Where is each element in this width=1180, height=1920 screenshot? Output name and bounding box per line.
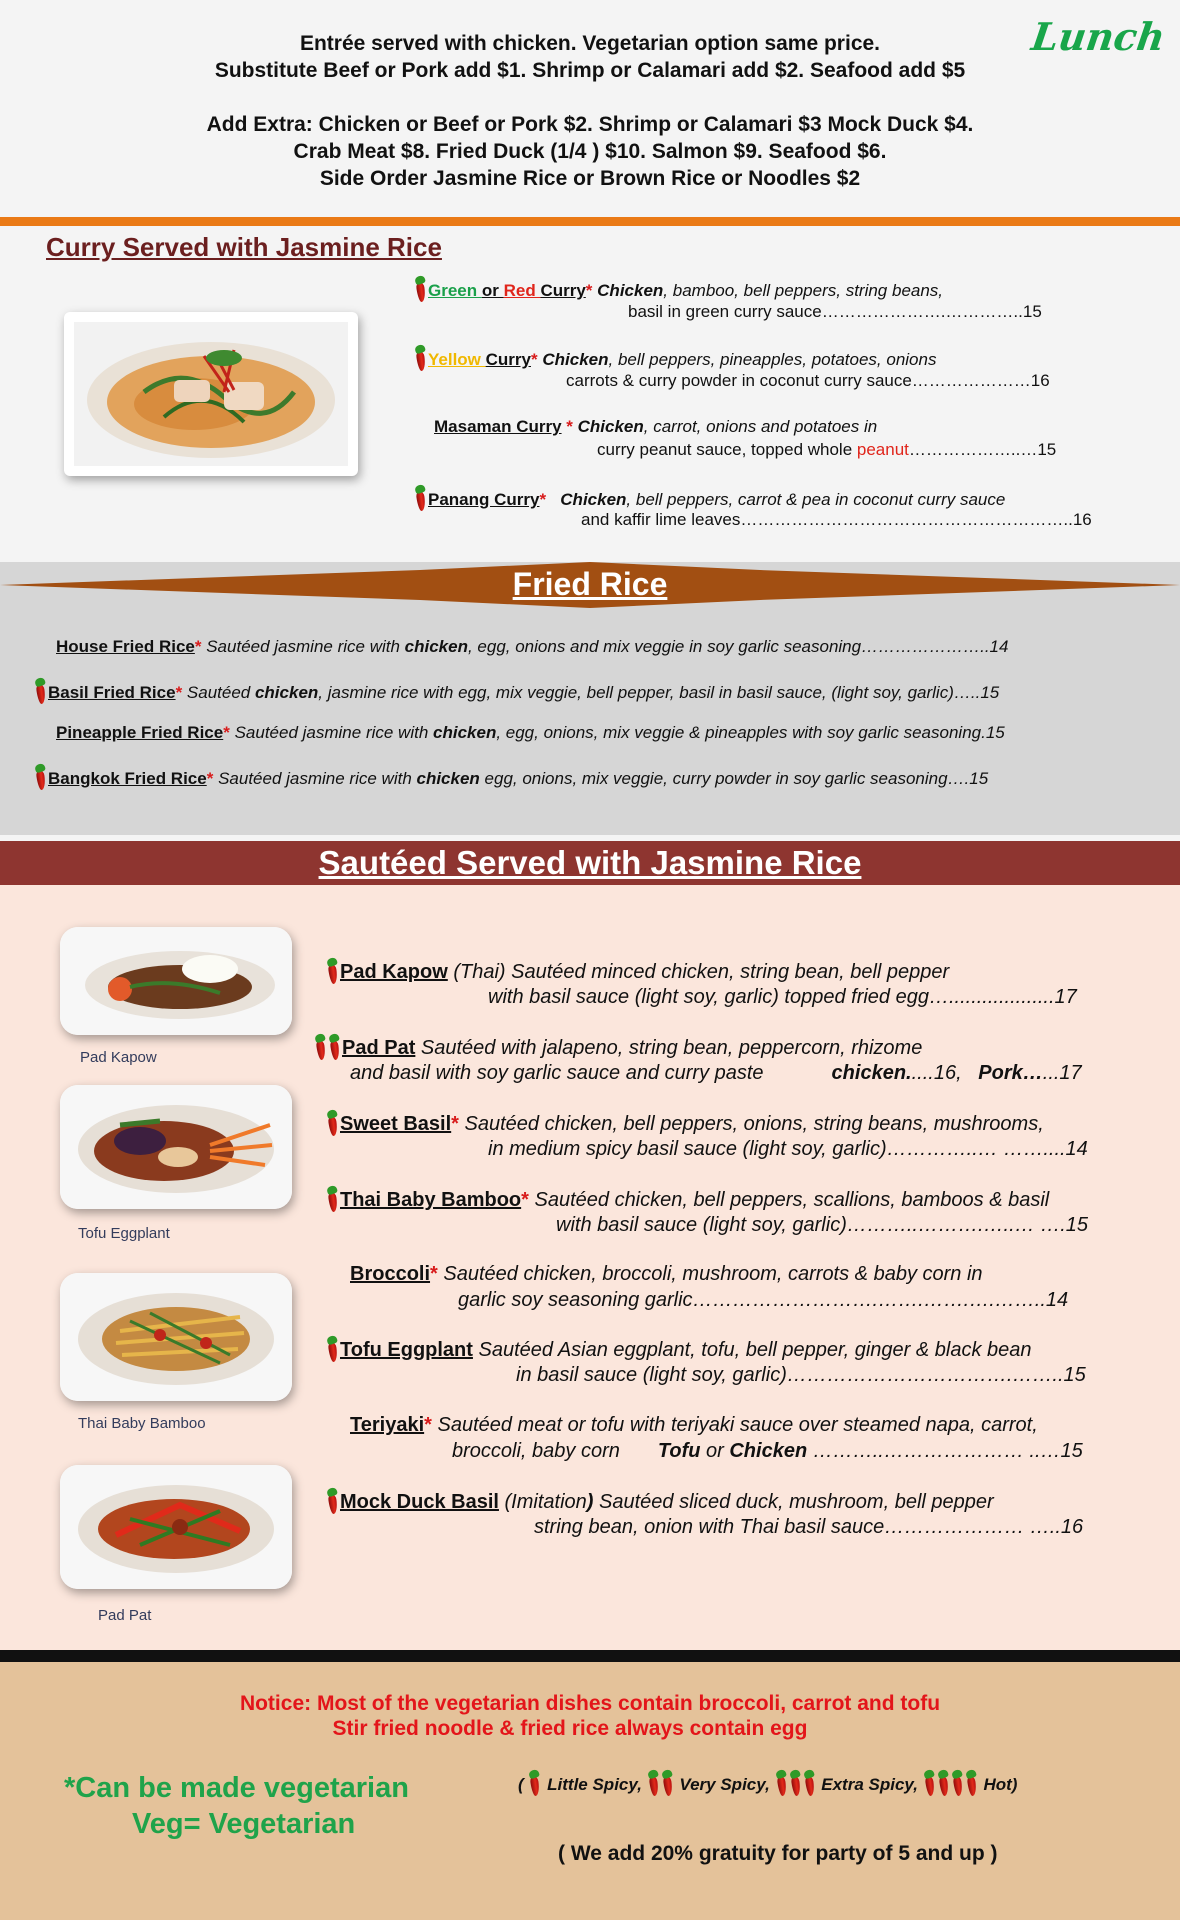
fried-rice-title: Fried Rice bbox=[512, 566, 668, 602]
dish-name: Pad Kapow bbox=[340, 961, 448, 983]
dish-name: Sweet Basil bbox=[340, 1113, 452, 1135]
vegetarian-star: * bbox=[175, 683, 183, 702]
sauteed-item-teriyaki bbox=[350, 1412, 1038, 1438]
veg-legend: Veg= Vegetarian bbox=[132, 1808, 356, 1840]
dish-desc: Sautéed chicken, bell peppers, scallions, bamboos & basil bbox=[528, 1189, 1050, 1211]
chili-icon bbox=[528, 1770, 540, 1796]
dish-name: Basil Fried Rice bbox=[48, 683, 176, 702]
sauteed-item-sweet-basil bbox=[326, 1110, 1044, 1137]
spicy-legend bbox=[518, 1770, 1017, 1796]
curry-section bbox=[0, 226, 1180, 562]
dish-desc: Sautéed Asian eggplant, tofu, bell pepper, ginger & black bean bbox=[472, 1339, 1032, 1361]
dish-desc: , bell peppers, pineapples, potatoes, onions bbox=[608, 350, 937, 369]
chili-icon bbox=[34, 678, 46, 704]
dish-desc: , bell peppers, carrot & pea in coconut curry sauce bbox=[626, 490, 1006, 509]
vegetarian-star: * bbox=[531, 350, 538, 369]
dish-price: ………………..…15 bbox=[908, 440, 1057, 459]
chili-icon bbox=[661, 1770, 673, 1796]
chicken-price: ....16, bbox=[911, 1062, 962, 1084]
chili-icon bbox=[326, 1186, 338, 1212]
sauteed-item-sweet-basil-line2: in medium spicy basil sauce (light soy, garlic)…………..… ……....14 bbox=[488, 1138, 1088, 1160]
header bbox=[0, 0, 1180, 218]
dish-name-yellow: Yellow bbox=[428, 350, 486, 369]
peanut-word: peanut bbox=[856, 440, 909, 459]
sauteed-item-mock-duck-basil-line2: string bean, onion with Thai basil sauce………………… …..16 bbox=[534, 1516, 1084, 1538]
header-line-1: Entrée served with chicken. Vegetarian option same price. bbox=[299, 32, 881, 55]
dish-desc: Sautéed bbox=[182, 683, 255, 702]
vegetarian-star: * bbox=[521, 1189, 529, 1211]
legend-very-spicy: Very Spicy, bbox=[679, 1775, 770, 1794]
dish-name: Mock Duck Basil bbox=[340, 1491, 499, 1513]
chili-icon bbox=[414, 345, 426, 371]
protein-label: chicken bbox=[433, 723, 497, 742]
dish-desc: Sautéed meat or tofu with teriyaki sauce over steamed napa, carrot, bbox=[431, 1414, 1038, 1436]
chili-icon bbox=[937, 1770, 949, 1796]
or-word: or bbox=[700, 1440, 730, 1462]
chili-icon bbox=[775, 1770, 787, 1796]
dish-desc: (Imitation bbox=[498, 1491, 587, 1513]
chili-icon bbox=[326, 1488, 338, 1514]
header-line-5: Side Order Jasmine Rice or Brown Rice or Noodles $2 bbox=[319, 167, 861, 190]
protein-label: Chicken bbox=[542, 350, 609, 369]
dish-desc: Sautéed sliced duck, mushroom, bell pepper bbox=[593, 1491, 994, 1513]
dish-desc: , jasmine rice with egg, mix veggie, bell pepper, basil in basil sauce, (light soy, garlic)…..15 bbox=[318, 683, 1000, 702]
chili-icon bbox=[923, 1770, 935, 1796]
legend-extra-spicy: Extra Spicy, bbox=[821, 1775, 918, 1794]
vegetarian-star: * bbox=[561, 417, 573, 436]
vegetarian-star: * bbox=[194, 637, 202, 656]
dish-name: Pineapple Fried Rice bbox=[56, 723, 224, 742]
chili-icon bbox=[34, 764, 46, 790]
fried-rice-item bbox=[34, 637, 1008, 657]
protein-label: chicken bbox=[254, 683, 319, 702]
pad-pat-photo bbox=[60, 1465, 292, 1589]
dish-desc: , egg, onions and mix veggie in soy garlic seasoning…………………..14 bbox=[467, 637, 1009, 656]
curry-section-title: Curry Served with Jasmine Rice bbox=[46, 232, 442, 262]
dish-name: Panang Curry bbox=[428, 490, 540, 509]
tofu-eggplant-image bbox=[60, 1085, 292, 1209]
photo-caption-pad-pat: Pad Pat bbox=[98, 1607, 152, 1624]
dish-name: Tofu Eggplant bbox=[340, 1339, 473, 1361]
dish-name: House Fried Rice bbox=[56, 637, 195, 656]
dish-desc: broccoli, baby corn bbox=[452, 1440, 620, 1462]
dish-name-or: or bbox=[481, 281, 504, 300]
pork-price-label: Pork… bbox=[978, 1062, 1043, 1084]
chili-icon bbox=[326, 1110, 338, 1136]
chicken-price-label: chicken. bbox=[831, 1062, 912, 1084]
sauteed-item-mock-duck-basil bbox=[326, 1488, 994, 1515]
dish-name-red: Red bbox=[503, 281, 541, 300]
curry-item-green-red-line2: basil in green curry sauce………………….…………..15 bbox=[628, 302, 1042, 321]
dish-name: Pad Pat bbox=[342, 1037, 416, 1059]
protein-label: Chicken bbox=[577, 417, 644, 436]
protein-label: chicken bbox=[404, 637, 468, 656]
dish-price: ………..………………… ..…15 bbox=[807, 1440, 1083, 1462]
pad-kapow-photo bbox=[60, 927, 292, 1035]
sauteed-item-tofu-eggplant bbox=[326, 1336, 1032, 1363]
lunch-label: Lunch bbox=[1028, 14, 1168, 59]
vegetarian-star: * bbox=[539, 490, 547, 509]
dish-desc: , bamboo, bell peppers, string beans, bbox=[663, 281, 944, 300]
chicken-label: Chicken bbox=[729, 1440, 808, 1462]
protein-label: Chicken bbox=[597, 281, 664, 300]
legend-hot: Hot) bbox=[983, 1775, 1018, 1794]
sauteed-section bbox=[0, 885, 1180, 1650]
header-line-2: Substitute Beef or Pork add $1. Shrimp or Calamari add $2. Seafood add $5 bbox=[214, 59, 966, 82]
sauteed-item-pad-pat bbox=[314, 1034, 922, 1061]
sauteed-item-pad-pat-line2 bbox=[350, 1060, 1082, 1086]
chili-icon bbox=[647, 1770, 659, 1796]
legend-little-spicy: Little Spicy, bbox=[547, 1775, 642, 1794]
dish-desc: Sautéed jasmine rice with bbox=[229, 723, 434, 742]
curry-item-masaman bbox=[434, 415, 877, 438]
photo-caption-pad-kapow: Pad Kapow bbox=[80, 1049, 157, 1066]
sauteed-item-pad-kapow bbox=[326, 958, 949, 985]
curry-item-yellow-line2: carrots & curry powder in coconut curry sauce…………………16 bbox=[566, 371, 1050, 390]
chili-icon bbox=[328, 1034, 340, 1060]
dish-desc: (Thai) Sautéed minced chicken, string bean, bell pepper bbox=[447, 961, 950, 983]
sauteed-item-thai-baby-bamboo bbox=[326, 1186, 1049, 1213]
paren-bold: ) bbox=[586, 1491, 594, 1513]
chili-icon bbox=[965, 1770, 977, 1796]
chili-icon bbox=[951, 1770, 963, 1796]
footer bbox=[0, 1662, 1180, 1920]
dish-desc: Sautéed chicken, broccoli, mushroom, carrots & baby corn in bbox=[437, 1263, 983, 1285]
pork-price: ...17 bbox=[1042, 1062, 1082, 1084]
notice-line-2: Stir fried noodle & fried rice always contain egg bbox=[332, 1717, 808, 1740]
sauteed-item-thai-baby-bamboo-line2: with basil sauce (light soy, garlic)………..……….…..… ….15 bbox=[556, 1214, 1088, 1236]
vegetarian-star: * bbox=[206, 769, 214, 788]
dish-name: Masaman Curry bbox=[434, 417, 562, 436]
pad-pat-image bbox=[60, 1465, 292, 1589]
header-line-4: Crab Meat $8. Fried Duck (1/4 ) $10. Salmon $9. Seafood $6. bbox=[293, 140, 887, 163]
curry-item-masaman-line2 bbox=[597, 438, 1056, 461]
dish-name: Teriyaki bbox=[350, 1414, 425, 1436]
fried-rice-item bbox=[34, 764, 988, 790]
dish-name: Thai Baby Bamboo bbox=[340, 1189, 522, 1211]
vegetarian-star: * bbox=[223, 723, 230, 742]
dish-name-green: Green bbox=[428, 281, 482, 300]
dish-desc: , carrot, onions and potatoes in bbox=[643, 417, 878, 436]
curry-photo bbox=[64, 312, 358, 476]
dish-desc: egg, onions, mix veggie, curry powder in soy garlic seasoning….15 bbox=[479, 769, 989, 788]
curry-item-panang-line2: and kaffir lime leaves…………………………………………………..16 bbox=[581, 510, 1092, 529]
photo-caption-thai-baby-bamboo: Thai Baby Bamboo bbox=[78, 1415, 206, 1432]
legend-open-paren: ( bbox=[518, 1775, 524, 1794]
curry-item-green-red bbox=[414, 276, 943, 302]
dish-name-curry: Curry bbox=[540, 281, 586, 300]
gratuity-note: ( We add 20% gratuity for party of 5 and up ) bbox=[558, 1842, 998, 1865]
thai-baby-bamboo-photo bbox=[60, 1273, 292, 1401]
vegetarian-star: * bbox=[585, 281, 593, 300]
dish-name: Bangkok Fried Rice bbox=[48, 769, 207, 788]
sauteed-item-broccoli-line2: garlic soy seasoning garlic……………………….…….…….….……..14 bbox=[458, 1289, 1069, 1311]
dish-desc: Sautéed jasmine rice with bbox=[213, 769, 417, 788]
dish-desc: Sautéed chicken, bell peppers, onions, string beans, mushrooms, bbox=[458, 1113, 1044, 1135]
notice-line-1: Notice: Most of the vegetarian dishes contain broccoli, carrot and tofu bbox=[239, 1692, 941, 1715]
dish-desc: , egg, onions, mix veggie & pineapples with soy garlic seasoning.15 bbox=[496, 723, 1005, 742]
curry-item-yellow bbox=[414, 345, 936, 371]
chili-icon bbox=[789, 1770, 801, 1796]
chili-icon bbox=[314, 1034, 326, 1060]
sauteed-item-tofu-eggplant-line2: in basil sauce (light soy, garlic)…………………………….……..15 bbox=[516, 1364, 1086, 1386]
vegetarian-star: * bbox=[424, 1414, 432, 1436]
fried-rice-section bbox=[0, 562, 1180, 835]
black-divider bbox=[0, 1650, 1180, 1662]
header-line-3: Add Extra: Chicken or Beef or Pork $2. Shrimp or Calamari $3 Mock Duck $4. bbox=[206, 113, 974, 136]
chili-icon bbox=[414, 276, 426, 302]
chili-icon bbox=[803, 1770, 815, 1796]
photo-caption-tofu-eggplant: Tofu Eggplant bbox=[78, 1225, 170, 1242]
chili-icon bbox=[326, 1336, 338, 1362]
fried-rice-item bbox=[34, 678, 999, 704]
dish-desc: Sautéed jasmine rice with bbox=[201, 637, 405, 656]
dish-desc: Sautéed with jalapeno, string bean, peppercorn, rhizome bbox=[415, 1037, 923, 1059]
vegetarian-star: * bbox=[451, 1113, 459, 1135]
sauteed-item-broccoli bbox=[350, 1261, 983, 1287]
sauteed-title: Sautéed Served with Jasmine Rice bbox=[318, 844, 862, 881]
sauteed-item-teriyaki-line2 bbox=[452, 1438, 1083, 1464]
dish-name: Broccoli bbox=[350, 1263, 431, 1285]
sauteed-item-pad-kapow-line2: with basil sauce (light soy, garlic) topped fried egg…...................17 bbox=[488, 986, 1077, 1008]
chili-icon bbox=[326, 958, 338, 984]
protein-label: chicken bbox=[416, 769, 480, 788]
curry-dish-image bbox=[74, 322, 348, 466]
tofu-eggplant-photo bbox=[60, 1085, 292, 1209]
protein-label: Chicken bbox=[560, 490, 627, 509]
orange-divider bbox=[0, 217, 1180, 226]
dish-desc: curry peanut sauce, topped whole bbox=[597, 440, 857, 459]
thai-baby-bamboo-image bbox=[60, 1273, 292, 1401]
vegetarian-note: *Can be made vegetarian bbox=[64, 1772, 409, 1804]
chili-icon bbox=[414, 485, 426, 511]
sauteed-banner bbox=[0, 841, 1180, 885]
fried-rice-item bbox=[34, 723, 1005, 743]
dish-desc: and basil with soy garlic sauce and curry paste bbox=[350, 1062, 764, 1084]
tofu-label: Tofu bbox=[657, 1440, 701, 1462]
vegetarian-star: * bbox=[430, 1263, 438, 1285]
dish-name-curry: Curry bbox=[485, 350, 531, 369]
pad-kapow-image bbox=[60, 927, 292, 1035]
